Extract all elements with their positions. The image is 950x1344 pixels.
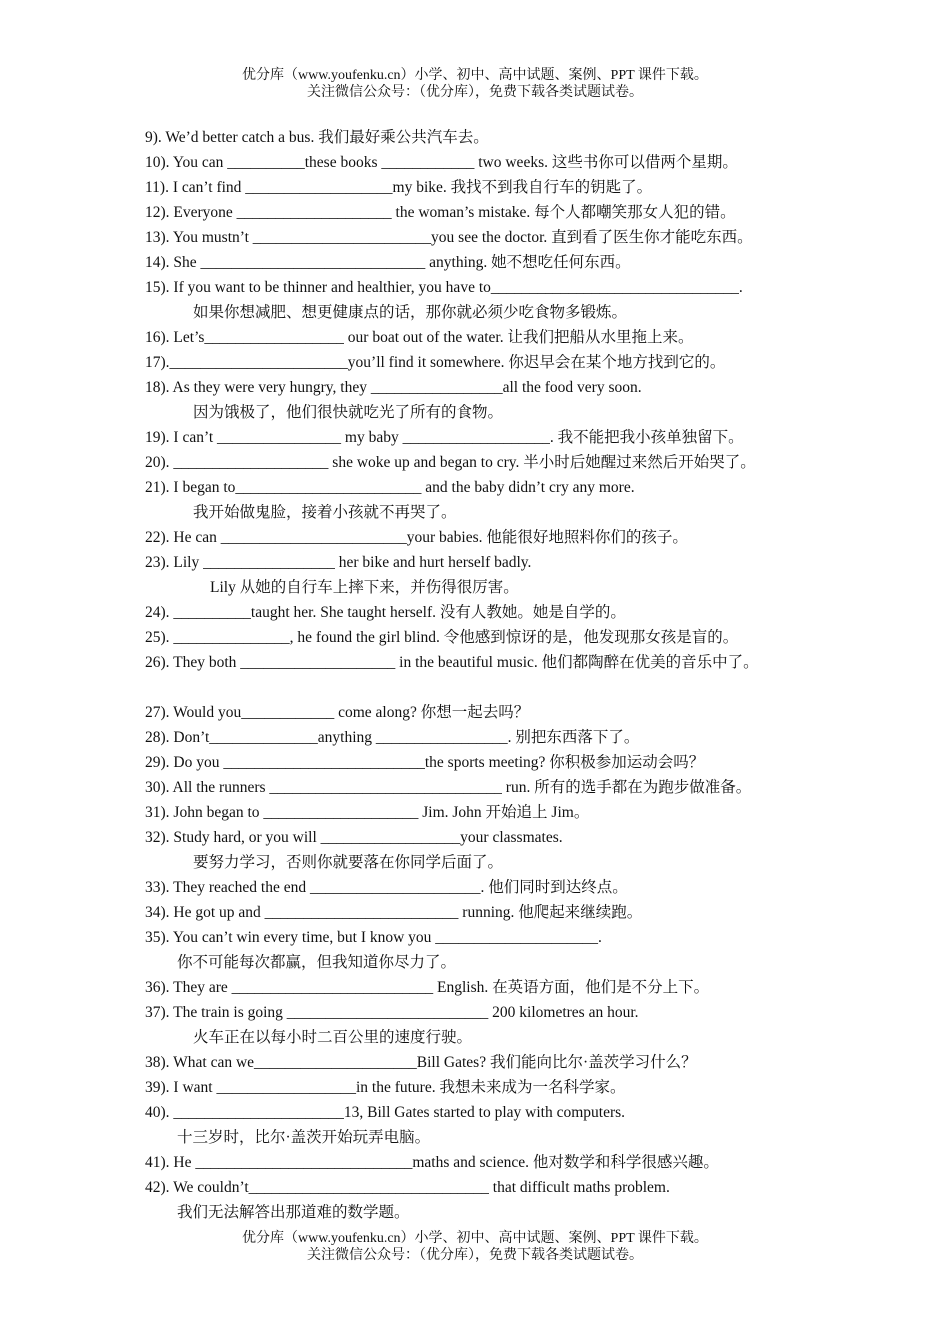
item-18-translation: 因为饿极了，他们很快就吃光了所有的食物。 bbox=[193, 404, 504, 421]
header-line-2: 关注微信公众号：（优分库），免费下载各类试题试卷。 bbox=[307, 85, 643, 100]
item-16: 16). Let’s__________________ our boat out of the water. 让我们把船从水里拖上来。 bbox=[145, 329, 694, 346]
item-27: 27). Would you____________ come along? 你想一起去吗？ bbox=[145, 704, 530, 721]
item-40: 40). ______________________13, Bill Gates started to play with computers. bbox=[145, 1104, 626, 1121]
item-9: 9). We’d better catch a bus. 我们最好乘公共汽车去。 bbox=[145, 129, 489, 146]
item-21: 21). I began to________________________ and the baby didn’t cry any more. bbox=[145, 479, 635, 496]
item-42-translation: 我们无法解答出那道难的数学题。 bbox=[177, 1204, 410, 1221]
item-10: 10). You can __________these books ____________ two weeks. 这些书你可以借两个星期。 bbox=[145, 154, 738, 171]
item-35-translation: 你不可能每次都赢，但我知道你尽力了。 bbox=[177, 954, 457, 971]
item-42: 42). We couldn’t_______________________________ that difficult maths problem. bbox=[145, 1179, 670, 1196]
item-33: 33). They reached the end ______________________. 他们同时到达终点。 bbox=[145, 879, 628, 896]
item-13: 13). You mustn’t _______________________you see the doctor. 直到看了医生你才能吃东西。 bbox=[145, 229, 753, 246]
page-footer bbox=[0, 1230, 950, 1264]
item-35: 35). You can’t win every time, but I know you _____________________. bbox=[145, 929, 602, 946]
item-19: 19). I can’t ________________ my baby ___________________. 我不能把我小孩单独留下。 bbox=[145, 429, 744, 446]
item-40-translation: 十三岁时，比尔·盖茨开始玩弄电脑。 bbox=[177, 1129, 431, 1146]
item-41: 41). He ____________________________maths and science. 他对数学和科学很感兴趣。 bbox=[145, 1154, 719, 1171]
exercise-list bbox=[145, 125, 935, 1225]
item-22: 22). He can ________________________your babies. 他能很好地照料你们的孩子。 bbox=[145, 529, 688, 546]
item-15-translation: 如果你想减肥、想更健康点的话，那你就必须少吃食物多锻炼。 bbox=[193, 304, 628, 321]
item-31: 31). John began to ____________________ Jim. John 开始追上 Jim。 bbox=[145, 804, 590, 821]
item-32-translation: 要努力学习，否则你就要落在你同学后面了。 bbox=[193, 854, 504, 871]
item-11: 11). I can’t find ___________________my bike. 我找不到我自行车的钥匙了。 bbox=[145, 179, 653, 196]
item-30: 30). All the runners ______________________________ run. 所有的选手都在为跑步做准备。 bbox=[145, 779, 752, 796]
item-32: 32). Study hard, or you will __________________your classmates. bbox=[145, 829, 563, 846]
footer-line-2: 关注微信公众号：（优分库），免费下载各类试题试卷。 bbox=[307, 1248, 643, 1263]
item-28: 28). Don’t______________anything _________________. 别把东西落下了。 bbox=[145, 729, 640, 746]
item-37-translation: 火车正在以每小时二百公里的速度行驶。 bbox=[193, 1029, 473, 1046]
header-line-1: 优分库（www.youfenku.cn）小学、初中、高中试题、案例、PPT 课件下载。 bbox=[242, 68, 708, 83]
item-14: 14). She _____________________________ anything. 她不想吃任何东西。 bbox=[145, 254, 631, 271]
item-29: 29). Do you __________________________the sports meeting? 你积极参加运动会吗？ bbox=[145, 754, 705, 771]
item-18: 18). As they were very hungry, they _________________all the food very soon. bbox=[145, 379, 642, 396]
page-header bbox=[0, 67, 950, 101]
item-34: 34). He got up and _________________________ running. 他爬起来继续跑。 bbox=[145, 904, 643, 921]
item-26: 26). They both ____________________ in the beautiful music. 他们都陶醉在优美的音乐中了。 bbox=[145, 654, 759, 671]
item-39: 39). I want __________________in the future. 我想未来成为一名科学家。 bbox=[145, 1079, 626, 1096]
item-24: 24). __________taught her. She taught herself. 没有人教她。她是自学的。 bbox=[145, 604, 626, 621]
item-23-translation: Lily 从她的自行车上摔下来，并伤得很厉害。 bbox=[210, 579, 519, 596]
item-38: 38). What can we_____________________Bill Gates? 我们能向比尔·盖茨学习什么？ bbox=[145, 1054, 697, 1071]
footer-line-1: 优分库（www.youfenku.cn）小学、初中、高中试题、案例、PPT 课件下载。 bbox=[242, 1231, 708, 1246]
blank-line bbox=[145, 675, 935, 700]
item-36: 36). They are __________________________ English. 在英语方面，他们是不分上下。 bbox=[145, 979, 710, 996]
item-21-translation: 我开始做鬼脸，接着小孩就不再哭了。 bbox=[193, 504, 457, 521]
item-17: 17)._______________________you’ll find it somewhere. 你迟早会在某个地方找到它的。 bbox=[145, 354, 726, 371]
item-20: 20). ____________________ she woke up and began to cry. 半小时后她醒过来然后开始哭了。 bbox=[145, 454, 756, 471]
item-37: 37). The train is going __________________________ 200 kilometres an hour. bbox=[145, 1004, 639, 1021]
item-15: 15). If you want to be thinner and healthier, you have to________________________________. bbox=[145, 279, 743, 296]
item-23: 23). Lily _________________ her bike and hurt herself badly. bbox=[145, 554, 532, 571]
item-25: 25). _______________, he found the girl blind. 令他感到惊讶的是，他发现那女孩是盲的。 bbox=[145, 629, 739, 646]
item-12: 12). Everyone ____________________ the woman’s mistake. 每个人都嘲笑那女人犯的错。 bbox=[145, 204, 736, 221]
